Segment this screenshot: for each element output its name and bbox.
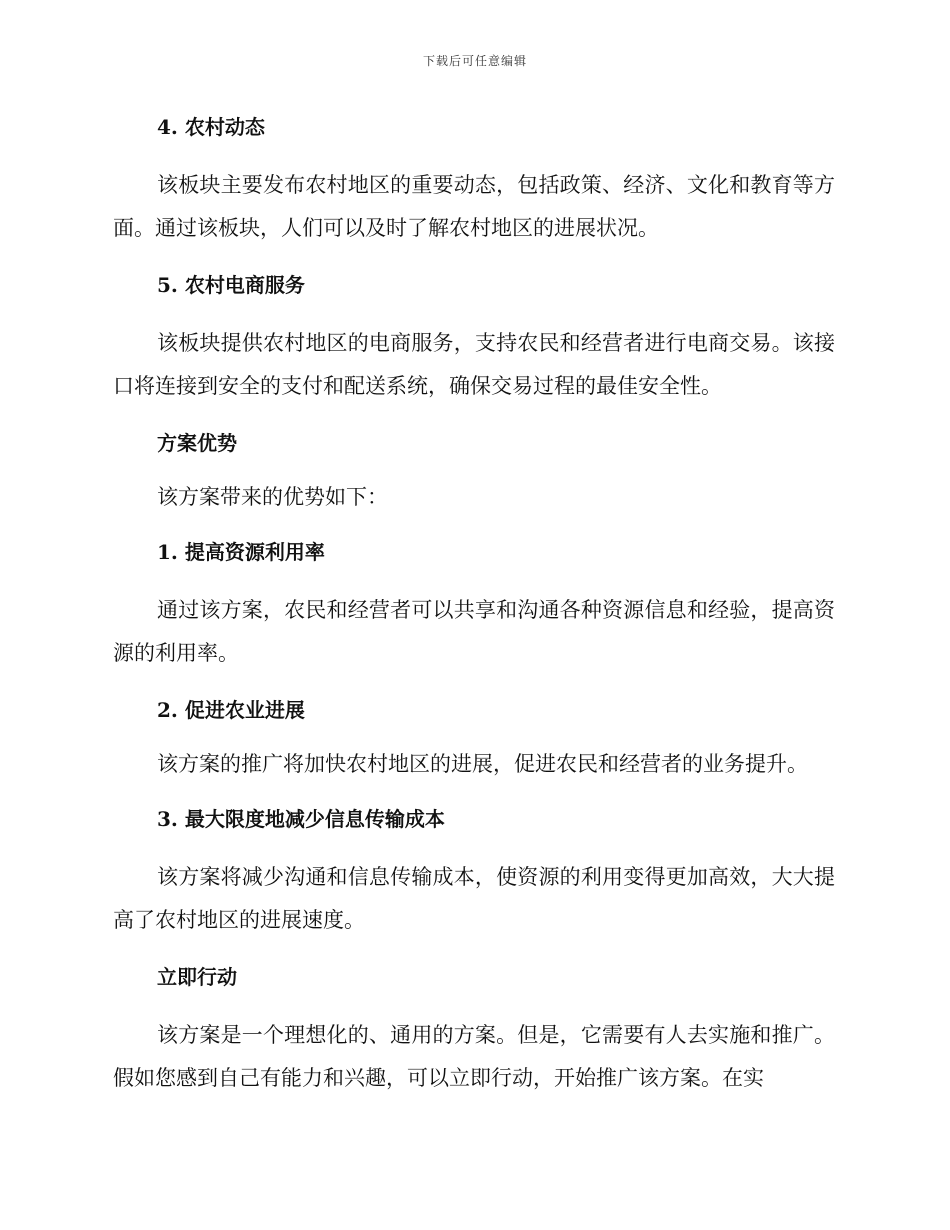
section-heading-resource-utilization: 1. 提高资源利用率 — [157, 540, 325, 564]
page-header: 下载后可任意编辑 — [422, 54, 527, 68]
section-heading-take-action: 立即行动 — [157, 965, 237, 989]
paragraph-reduce-cost: 该方案将减少沟通和信息传输成本，使资源的利用变得更加高效，大大提高了农村地区的进展速度。 — [113, 865, 835, 932]
paragraph-advantages-intro: 该方案带来的优势如下： — [157, 485, 388, 509]
paragraph-rural-news: 该板块主要发布农村地区的重要动态，包括政策、经济、文化和教育等方面。通过该板块，人们可以及时了解农村地区的进展状况。 — [113, 173, 835, 240]
section-heading-advantages: 方案优势 — [157, 431, 237, 455]
paragraph-take-action: 该方案是一个理想化的、通用的方案。但是，它需要有人去实施和推广。假如您感到自己有能力和兴趣，可以立即行动，开始推广该方案。在实 — [113, 1023, 835, 1090]
paragraph-resource-utilization: 通过该方案，农民和经营者可以共享和沟通各种资源信息和经验，提高资源的利用率。 — [113, 598, 835, 665]
paragraph-ecommerce: 该板块提供农村地区的电商服务，支持农民和经营者进行电商交易。该接口将连接到安全的支付和配送系统，确保交易过程的最佳安全性。 — [113, 331, 835, 398]
section-heading-rural-news: 4. 农村动态 — [157, 115, 265, 139]
section-heading-agriculture-progress: 2. 促进农业进展 — [157, 698, 305, 722]
paragraph-agriculture-progress: 该方案的推广将加快农村地区的进展，促进农民和经营者的业务提升。 — [157, 752, 808, 776]
section-heading-ecommerce: 5. 农村电商服务 — [157, 273, 305, 297]
section-heading-reduce-cost: 3. 最大限度地减少信息传输成本 — [157, 807, 445, 831]
document-body — [113, 110, 835, 1100]
